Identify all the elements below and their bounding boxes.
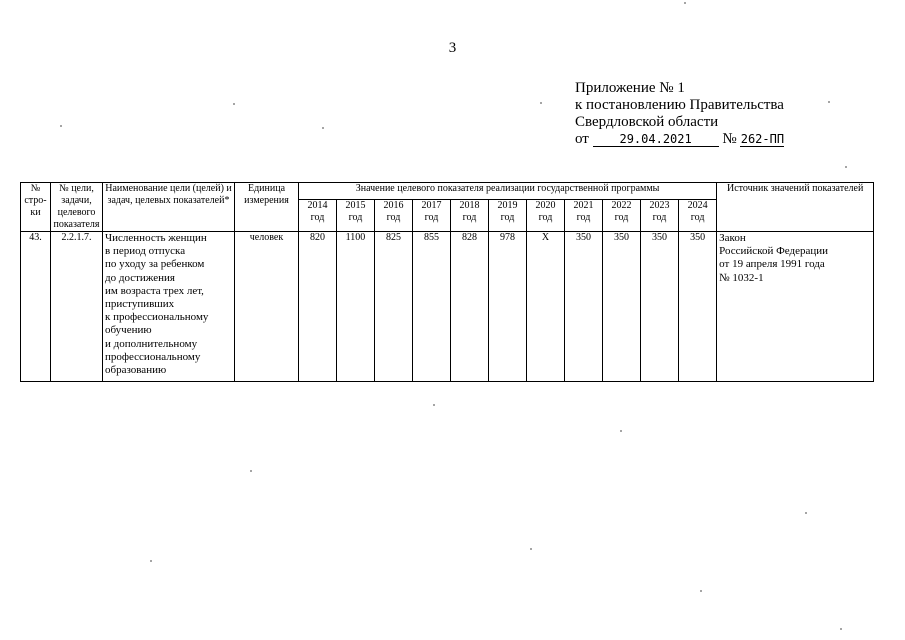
number-label: №	[722, 131, 737, 147]
source-cell: Закон Российской Федерации от 19 апреля 1991 года № 1032-1	[717, 232, 874, 382]
header-values-group: Значение целевого показателя реализации государственной программы	[299, 183, 717, 200]
value-cell: 978	[489, 232, 527, 382]
appendix-date-line	[575, 131, 784, 148]
table-row	[21, 232, 874, 382]
header-year-cell: 2016 год	[375, 199, 413, 231]
scan-speck	[805, 512, 807, 514]
scan-speck	[530, 548, 532, 550]
header-year-cell: 2017 год	[413, 199, 451, 231]
header-row-number: № стро-ки	[21, 183, 51, 232]
scan-speck	[233, 103, 235, 105]
header-year-cell: 2023 год	[641, 199, 679, 231]
header-goal-number: № цели, задачи, целевого показателя	[51, 183, 103, 232]
scan-speck	[840, 628, 842, 630]
header-year-cell: 2019 год	[489, 199, 527, 231]
value-cell: 828	[451, 232, 489, 382]
value-cell: 350	[603, 232, 641, 382]
appendix-title: Приложение № 1	[575, 80, 685, 96]
indicator-name-cell: Численность женщин в период отпуска по уходу за ребенком до достижения им возраста трех лет, приступивших к профессиональному обучению и дополнительному профессиональному образованию	[103, 232, 235, 382]
scan-speck	[684, 2, 686, 4]
header-year-cell: 2022 год	[603, 199, 641, 231]
scan-speck	[828, 101, 830, 103]
scan-speck	[700, 590, 702, 592]
scan-speck	[845, 166, 847, 168]
row-number-cell: 43.	[21, 232, 51, 382]
appendix-region: Свердловской области	[575, 114, 719, 130]
scan-speck	[322, 127, 324, 129]
scan-speck	[540, 102, 542, 104]
value-cell: 350	[641, 232, 679, 382]
scan-speck	[250, 470, 252, 472]
header-year-cell: 2020 год	[527, 199, 565, 231]
indicator-table	[20, 182, 874, 382]
value-cell: 825	[375, 232, 413, 382]
header-row-1	[21, 183, 874, 200]
unit-cell: человек	[235, 232, 299, 382]
value-cell: 855	[413, 232, 451, 382]
header-year-cell: 2015 год	[337, 199, 375, 231]
appendix-resolution: к постановлению Правительства	[575, 97, 784, 113]
header-year-cell: 2014 год	[299, 199, 337, 231]
value-cell: 1100	[337, 232, 375, 382]
appendix-block	[575, 80, 784, 148]
scan-speck	[150, 560, 152, 562]
resolution-date: 29.04.2021	[593, 133, 719, 147]
header-source: Источник значений показателей	[717, 183, 874, 232]
scan-speck	[620, 430, 622, 432]
scan-speck	[433, 404, 435, 406]
header-year-cell: 2024 год	[679, 199, 717, 231]
header-indicator-name: Наименование цели (целей) и задач, целевых показателей*	[103, 183, 235, 232]
goal-number-cell: 2.2.1.7.	[51, 232, 103, 382]
value-cell: 350	[679, 232, 717, 382]
header-unit: Единица измерения	[235, 183, 299, 232]
value-cell: 820	[299, 232, 337, 382]
value-cell: Х	[527, 232, 565, 382]
from-label: от	[575, 131, 589, 147]
header-year-cell: 2021 год	[565, 199, 603, 231]
header-year-cell: 2018 год	[451, 199, 489, 231]
resolution-number: 262-ПП	[740, 132, 785, 146]
scan-speck	[60, 125, 62, 127]
value-cell: 350	[565, 232, 603, 382]
page-number: 3	[448, 40, 457, 56]
